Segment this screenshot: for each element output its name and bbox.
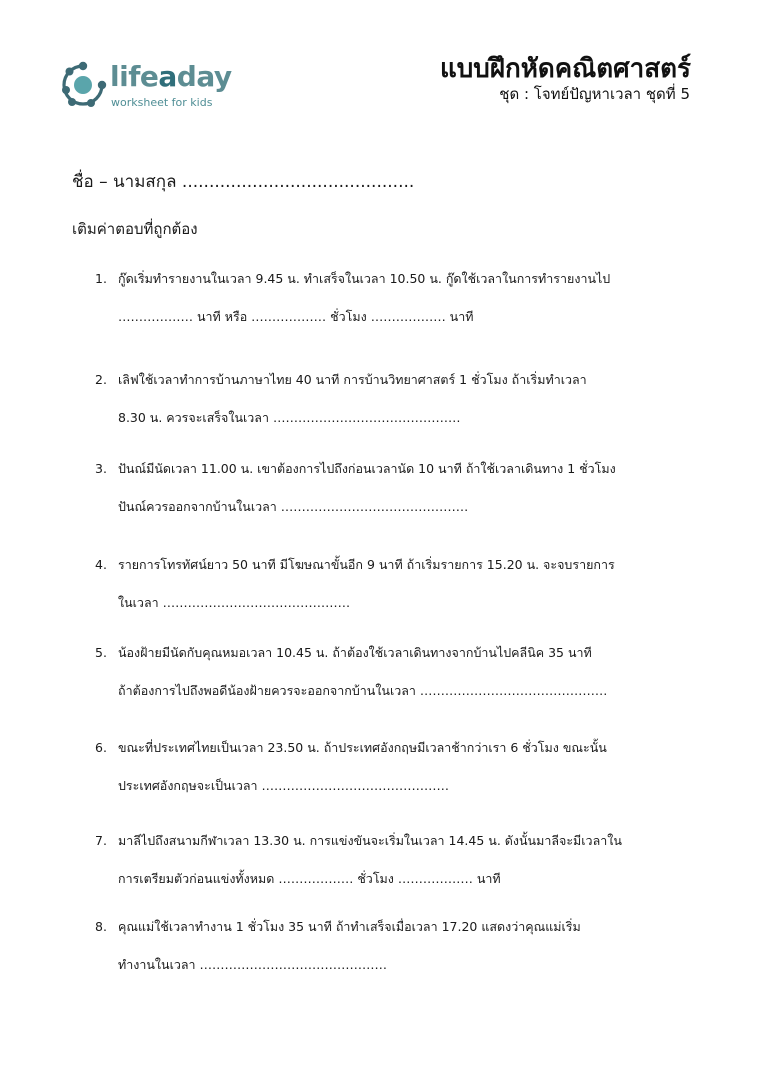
page-title: แบบฝึกหัดคณิตศาสตร์ (440, 54, 691, 84)
molecule-logo-icon (58, 60, 108, 110)
question-number: 4. (95, 557, 107, 572)
brand-logo (58, 60, 258, 116)
student-name-line: ชื่อ – นามสกุล ........................................... (72, 172, 415, 192)
brand-wordmark: lifeaday (110, 60, 232, 93)
answer-line: ถ้าต้องการไปถึงพอดีน้องฝ้ายควรจะออกจากบ้านในเวลา ……………………………………… (118, 683, 608, 698)
brand-tagline: worksheet for kids (111, 96, 213, 109)
question-text: รายการโทรทัศน์ยาว 50 นาที มีโฆษณาขั้นอีก 9 นาที ถ้าเริ่มรายการ 15.20 น. จะจบรายการ (118, 557, 615, 572)
question-text: ปันณ์มีนัดเวลา 11.00 น. เขาต้องการไปถึงก่อนเวลานัด 10 นาที ถ้าใช้เวลาเดินทาง 1 ชั่วโมง (118, 461, 616, 476)
answer-line: การเตรียมตัวก่อนแข่งทั้งหมด ……………… ชั่วโมง ……………… นาที (118, 871, 501, 886)
answer-line: ในเวลา ……………………………………… (118, 595, 351, 610)
question-text: คุณแม่ใช้เวลาทำงาน 1 ชั่วโมง 35 นาที ถ้าทำเสร็จเมื่อเวลา 17.20 แสดงว่าคุณแม่เริ่ม (118, 919, 581, 934)
answer-line: ……………… นาที หรือ ……………… ชั่วโมง ……………… นาที (118, 309, 474, 324)
question-number: 5. (95, 645, 107, 660)
question-text: ขณะที่ประเทศไทยเป็นเวลา 23.50 น. ถ้าประเทศอังกฤษมีเวลาช้ากว่าเรา 6 ชั่วโมง ขณะนั้น (118, 740, 607, 755)
question-number: 8. (95, 919, 107, 934)
question-number: 2. (95, 372, 107, 387)
page-subtitle: ชุด : โจทย์ปัญหาเวลา ชุดที่ 5 (499, 85, 690, 103)
question-text: น้องฝ้ายมีนัดกับคุณหมอเวลา 10.45 น. ถ้าต้องใช้เวลาเดินทางจากบ้านไปคลีนิค 35 นาที (118, 645, 592, 660)
instruction-text: เติมค่าตอบที่ถูกต้อง (72, 220, 198, 238)
question-number: 3. (95, 461, 107, 476)
answer-line: ปันณ์ควรออกจากบ้านในเวลา ……………………………………… (118, 499, 469, 514)
question-number: 7. (95, 833, 107, 848)
answer-line: ทำงานในเวลา ……………………………………… (118, 957, 388, 972)
answer-line: 8.30 น. ควรจะเสร็จในเวลา ……………………………………… (118, 410, 461, 425)
question-text: มาลีไปถึงสนามกีฬาเวลา 13.30 น. การแข่งขันจะเริ่มในเวลา 14.45 น. ดังนั้นมาลีจะมีเวลาใน (118, 833, 622, 848)
question-text: กู๊ดเริ่มทำรายงานในเวลา 9.45 น. ทำเสร็จในเวลา 10.50 น. กู๊ดใช้เวลาในการทำรายงานไป (118, 271, 611, 286)
question-number: 6. (95, 740, 107, 755)
question-text: เลิฟใช้เวลาทำการบ้านภาษาไทย 40 นาที การบ้านวิทยาศาสตร์ 1 ชั่วโมง ถ้าเริ่มทำเวลา (118, 372, 587, 387)
answer-line: ประเทศอังกฤษจะเป็นเวลา ……………………………………… (118, 778, 450, 793)
question-number: 1. (95, 271, 107, 286)
